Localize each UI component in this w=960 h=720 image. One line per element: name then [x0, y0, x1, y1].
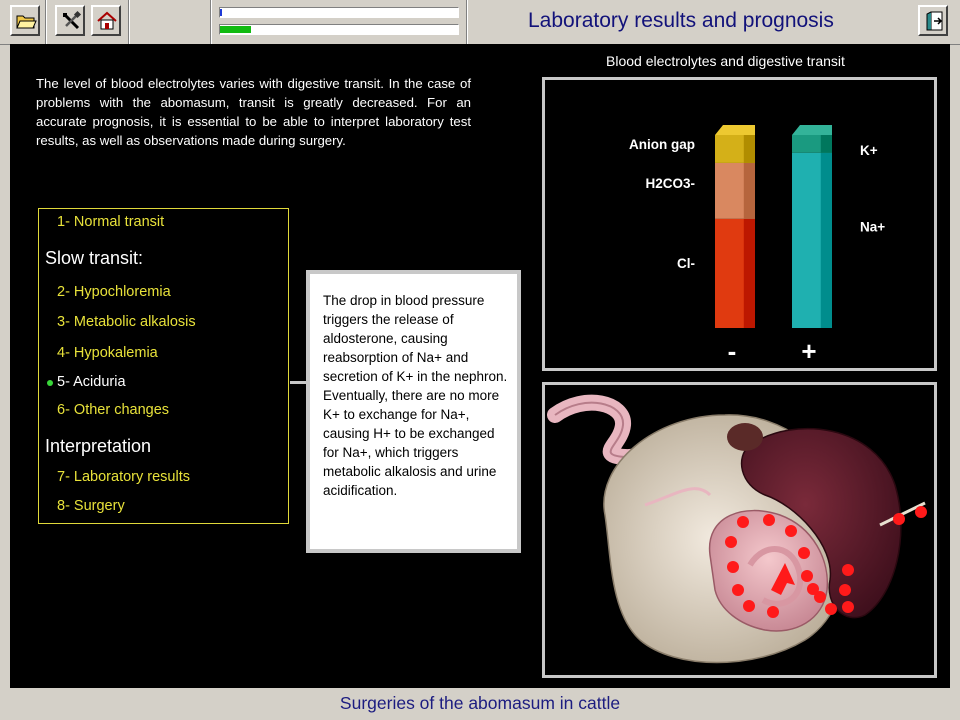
- explanation-text: The drop in blood pressure triggers the release of aldosterone, causing reabsorption of Na+ and secretion of K+ in the nephron. Eventually, there are no more K+ to exchange for Na+, causing H+ to be exchanged for Na+, which triggers metabolic alkalosis and urine acidification.: [323, 293, 508, 498]
- series-label-cl: Cl-: [677, 255, 695, 271]
- series-label-na: Na+: [860, 219, 886, 235]
- ion-marker: [814, 591, 826, 603]
- menu-item-hypokalemia[interactable]: 4- Hypokalemia: [57, 345, 158, 361]
- small-lobe: [727, 423, 763, 451]
- ion-marker: [767, 606, 779, 618]
- menu-item-other-changes[interactable]: 6- Other changes: [57, 402, 170, 418]
- electrolyte-chart-panel: [542, 77, 937, 371]
- ion-marker: [801, 570, 813, 582]
- menu-item-label: 5- Aciduria: [57, 374, 126, 390]
- ion-marker: [727, 561, 739, 573]
- menu-heading-interpretation: Interpretation: [45, 436, 152, 456]
- menu-item-aciduria[interactable]: [57, 374, 126, 390]
- bar-top-bevel: [715, 125, 755, 135]
- series-label-anion-gap: Anion gap: [629, 137, 695, 152]
- home-icon: [96, 10, 118, 32]
- toolbar-separator: [466, 0, 468, 44]
- topic-menu: [38, 208, 289, 524]
- topic-progress-fill: [220, 9, 222, 16]
- active-item-indicator: [47, 380, 53, 386]
- intro-paragraph: The level of blood electrolytes varies with digestive transit. In the case of problems with the abomasum, transit is greatly decreased. For an accurate prognosis, it is essential to be able to interpret laboratory test results, as well as observations made during surgery.: [36, 76, 471, 148]
- ion-marker: [737, 516, 749, 528]
- ion-marker: [763, 514, 775, 526]
- bar-segment-shade-cl: [744, 219, 755, 328]
- exit-button[interactable]: [918, 5, 948, 36]
- module-progress-fill: [220, 26, 251, 33]
- ion-marker: [743, 600, 755, 612]
- ion-marker: [725, 536, 737, 548]
- callout-connector: [290, 381, 306, 384]
- abomasum-illustration: [545, 385, 934, 675]
- menu-item-surgery[interactable]: 8- Surgery: [57, 498, 125, 514]
- toolbar: [0, 0, 960, 45]
- bar-segment-shade-k: [821, 135, 832, 153]
- ion-marker: [732, 584, 744, 596]
- tools-button[interactable]: [55, 5, 85, 36]
- home-button[interactable]: [91, 5, 121, 36]
- ion-marker: [893, 513, 905, 525]
- topic-progress-bar: [219, 7, 459, 18]
- electrolyte-chart: [545, 80, 934, 368]
- toolbar-separator: [210, 0, 212, 44]
- main-panel: [10, 44, 950, 688]
- series-label-h2co3: H2CO3-: [645, 175, 695, 191]
- ion-marker: [785, 525, 797, 537]
- bar-segment-shade-na: [821, 153, 832, 328]
- open-folder-button[interactable]: [10, 5, 40, 36]
- tools-icon: [60, 10, 82, 32]
- chart-title: Blood electrolytes and digestive transit: [606, 53, 845, 69]
- ion-marker: [798, 547, 810, 559]
- explanation-box: [306, 270, 521, 553]
- bar-segment-shade-anion-gap: [744, 135, 755, 163]
- menu-item-normal-transit[interactable]: 1- Normal transit: [57, 214, 165, 230]
- ion-marker: [839, 584, 851, 596]
- bar-segment-shade-h2co3: [744, 163, 755, 219]
- bar-top-bevel: [792, 125, 832, 135]
- ion-marker: [825, 603, 837, 615]
- abomasum-illustration-panel: [542, 382, 937, 678]
- menu-item-metabolic-alkalosis[interactable]: 3- Metabolic alkalosis: [57, 314, 196, 330]
- course-title-footer: Surgeries of the abomasum in cattle: [339, 693, 621, 713]
- ion-marker: [842, 564, 854, 576]
- category-label-cations: +: [801, 336, 817, 366]
- exit-door-icon: [923, 10, 945, 32]
- category-label-anions: -: [727, 336, 737, 366]
- module-progress-bar: [219, 24, 459, 35]
- toolbar-separator: [128, 0, 130, 44]
- menu-item-laboratory-results[interactable]: 7- Laboratory results: [57, 469, 190, 485]
- menu-item-hypochloremia[interactable]: 2- Hypochloremia: [57, 284, 171, 300]
- ion-marker: [842, 601, 854, 613]
- page-title: Laboratory results and prognosis: [528, 9, 834, 32]
- status-bar: [0, 688, 960, 720]
- series-label-k: K+: [860, 143, 878, 158]
- menu-heading-slow-transit: Slow transit:: [45, 248, 144, 268]
- folder-open-icon: [15, 10, 37, 32]
- toolbar-separator: [45, 0, 47, 44]
- ion-marker: [915, 506, 927, 518]
